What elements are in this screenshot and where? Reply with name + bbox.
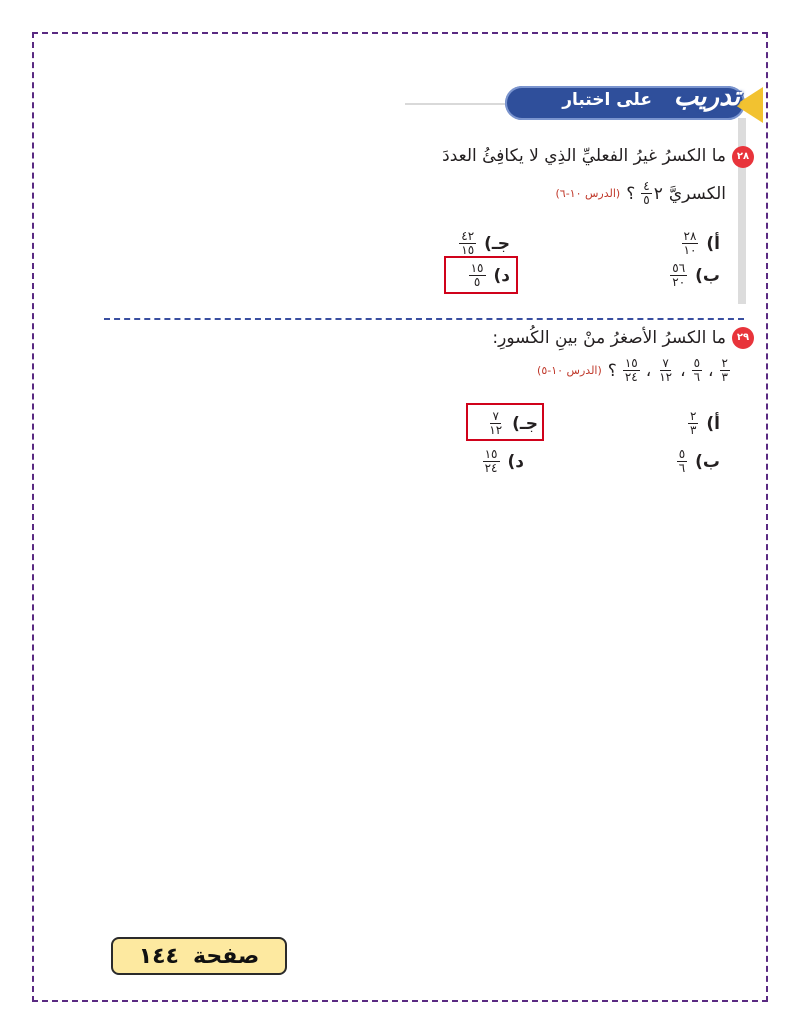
question-mark: ؟ bbox=[626, 183, 636, 204]
fraction-denominator: ٢٤ bbox=[484, 461, 498, 475]
fraction-numerator: ١٥ bbox=[470, 261, 484, 275]
fraction-denominator: ٦ bbox=[678, 461, 686, 475]
fraction-numerator: ٢٨ bbox=[683, 229, 697, 243]
page-frame bbox=[32, 32, 768, 1002]
list-fraction bbox=[623, 357, 640, 384]
mixed-whole: ٢ bbox=[653, 183, 663, 204]
lesson-reference: (الدرس ١٠-٦) bbox=[555, 187, 621, 200]
fraction-denominator: ١٥ bbox=[461, 243, 475, 257]
choice-letter: أ) bbox=[706, 413, 720, 434]
fraction-denominator: ٥ bbox=[473, 275, 481, 289]
question-text-line2-start: الكسريَّ bbox=[668, 183, 726, 204]
fraction-denominator: ٣ bbox=[721, 370, 728, 384]
fraction-denominator: ٢٠ bbox=[672, 275, 686, 289]
choice-letter: جـ) bbox=[484, 233, 510, 254]
page-label: صفحة bbox=[193, 943, 260, 969]
mixed-number bbox=[641, 180, 663, 207]
mixed-fraction bbox=[641, 180, 651, 207]
question-mark: ؟ bbox=[607, 360, 617, 381]
answer-highlight-box bbox=[466, 403, 544, 441]
choice-fraction bbox=[670, 262, 687, 289]
choice-letter: جـ) bbox=[512, 413, 538, 434]
choice-fraction bbox=[688, 410, 698, 437]
fraction-numerator: ٢ bbox=[721, 356, 728, 370]
choice-b[interactable] bbox=[677, 448, 720, 475]
banner-label: على اختبار bbox=[562, 90, 652, 110]
choice-fraction bbox=[677, 448, 687, 475]
fraction-numerator: ١٥ bbox=[484, 447, 498, 461]
list-fraction bbox=[657, 357, 674, 384]
section-divider bbox=[104, 318, 744, 320]
separator: ، bbox=[645, 360, 652, 381]
question-number: ٢٩ bbox=[732, 327, 754, 349]
choice-letter: ب) bbox=[695, 265, 720, 286]
fraction-numerator: ٤٢ bbox=[461, 229, 475, 243]
banner-title: تدريب bbox=[673, 82, 740, 112]
fraction-denominator: ١٢ bbox=[659, 370, 673, 384]
fraction-numerator: ٤ bbox=[643, 179, 650, 193]
fraction-denominator: ٦ bbox=[693, 370, 701, 384]
fraction-denominator: ٣ bbox=[689, 423, 697, 437]
fraction-numerator: ١٥ bbox=[624, 356, 638, 370]
list-fraction bbox=[692, 357, 702, 384]
fraction-numerator: ٥ bbox=[678, 447, 686, 461]
choice-fraction bbox=[682, 230, 699, 257]
fraction-numerator: ٧ bbox=[492, 409, 499, 423]
separator: ، bbox=[680, 360, 686, 381]
list-fraction bbox=[720, 357, 730, 384]
choice-fraction bbox=[483, 448, 500, 475]
choice-letter: ب) bbox=[695, 451, 720, 472]
lesson-reference: (الدرس ١٠-٥) bbox=[537, 364, 602, 377]
question-text-line2 bbox=[555, 180, 726, 207]
choice-letter: د) bbox=[493, 265, 510, 286]
choice-c[interactable] bbox=[459, 230, 510, 257]
choice-a[interactable] bbox=[688, 410, 720, 437]
fraction-numerator: ٧ bbox=[662, 356, 669, 370]
choice-b[interactable] bbox=[670, 262, 720, 289]
choice-fraction bbox=[459, 230, 476, 257]
separator: ، bbox=[708, 360, 714, 381]
question-number: ٢٨ bbox=[732, 146, 754, 168]
choice-letter: أ) bbox=[706, 233, 720, 254]
fraction-numerator: ٥٦ bbox=[672, 261, 686, 275]
fraction-denominator: ٥ bbox=[643, 193, 650, 207]
fraction-numerator: ٢ bbox=[689, 409, 697, 423]
fraction-denominator: ١٢ bbox=[489, 423, 503, 437]
choice-a[interactable] bbox=[682, 230, 721, 257]
fraction-list-line bbox=[537, 357, 730, 384]
fraction-denominator: ١٠ bbox=[683, 243, 697, 257]
fraction-denominator: ٢٤ bbox=[624, 370, 638, 384]
page-number-badge bbox=[111, 937, 287, 975]
question-text-line1: ما الكسرُ غيرُ الفعليِّ الذِي لا يكافِئُ العددَ bbox=[442, 146, 726, 166]
fraction-numerator: ٥ bbox=[693, 356, 701, 370]
answer-highlight-box bbox=[444, 256, 518, 294]
question-text-line1: ما الكسرُ الأصغرُ منْ بينِ الكُسورِ: bbox=[492, 328, 726, 348]
choice-letter: د) bbox=[507, 451, 524, 472]
page-number: ١٤٤ bbox=[138, 943, 179, 969]
choice-d[interactable] bbox=[483, 448, 524, 475]
